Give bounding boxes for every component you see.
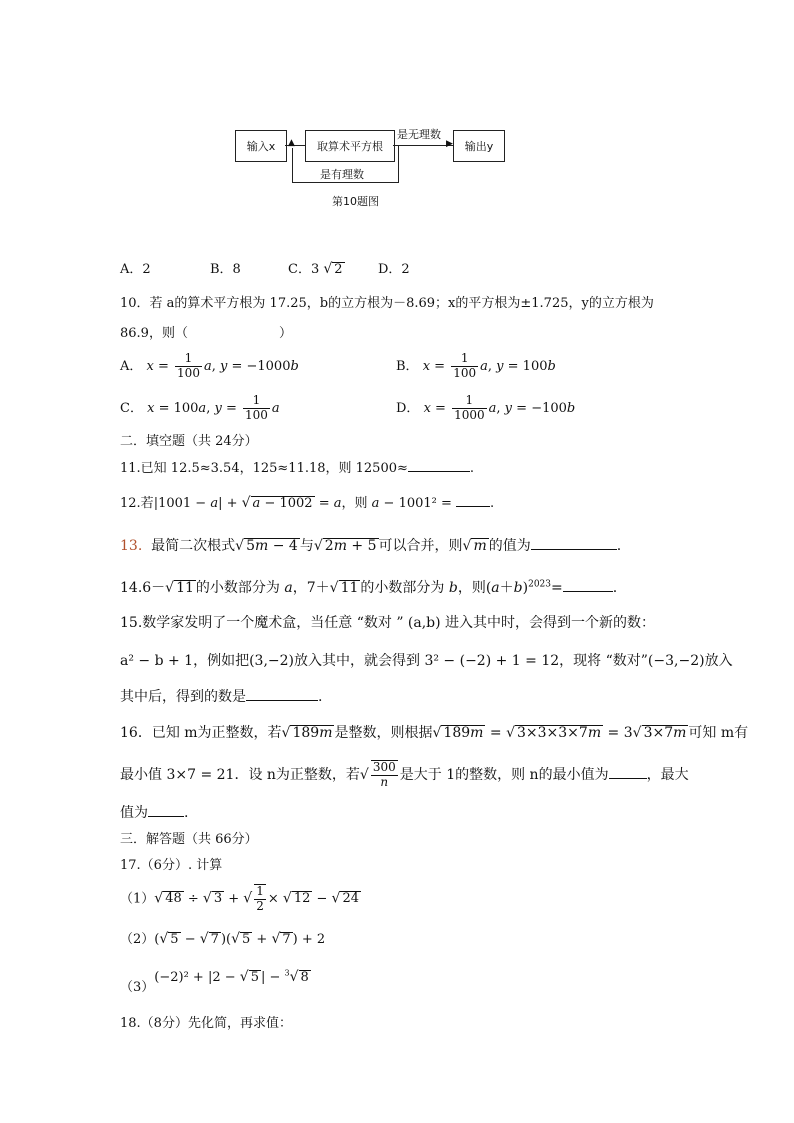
arrowhead-right-icon: ▶ [446,139,453,149]
q9-option-c: C．3 √ 2 [288,261,343,277]
flow-output-box: 输出y [453,130,505,162]
flow-loop-left [292,148,293,182]
q11: 11.已知 12.5≈3.54，125≈11.18，则 12500≈ . [120,461,475,476]
q17-part1: （1）√ 48 ÷ √ 3 + √ $\frac{1}{2}$ × √ 12 − √ 24 [120,884,359,913]
q15-line2: a² − b + 1，例如把(3,−2)放入其中，就会得到 3² − (−2) + 1 = 12，现将 “数对”(−3,−2)放入 [120,653,733,669]
q12: 12.若|1001 − a| + √ a − 1002 = a，则 a − 1001² = . [120,495,495,511]
flow-rational-label: 是有理数 [320,168,364,181]
flow-loop-right [398,145,399,182]
q14: 14.6－√ 11 的小数部分为 a，7＋√ 11 的小数部分为 b，则$(a+b)^{2023}=$ . [120,579,618,596]
q17-part3: （3）(−2)² + |2 − √ 5 | − $^3$√ 8 [120,968,309,995]
q18: 18.（8分）先化简，再求值： [120,1016,292,1031]
q9-option-d: D．2 [378,262,410,277]
q17-part2: （2）(√ 5 − √ 7 )(√ 5 + √ 7 ) + 2 [120,931,326,947]
q17-title: 17.（6分）. 计算 [120,858,223,873]
q9-options [120,258,410,277]
arrowhead-up-icon: ▲ [288,138,295,148]
section-2-title: 二．填空题（共 24分） [120,434,258,449]
q10-line1: 10．若 a的算术平方根为 17.25，b的立方根为－8.69；x的平方根为±1.725，y的立方根为 [120,296,654,311]
flow-irrational-label: 是无理数 [397,128,441,141]
q10-option-d: D． x = $\frac{1}{1000}$ a, y = −100b [396,393,576,422]
flow-process-box: 取算术平方根 [305,130,395,162]
flow-loop-bottom [292,182,399,183]
q9-option-a: A．2 [120,262,151,277]
q13: 13. 最简二次根式√ 5m − 4 与√ 2m + 5 可以合并，则√ m 的值为 . [120,538,622,554]
q15-line1: 15.数学家发明了一个魔术盒，当任意 “数对 ” (a,b) 进入其中时，会得到一个新的数： [120,615,656,631]
section-3-title: 三．解答题（共 66分） [120,832,258,847]
q9-option-b: B．8 [210,262,241,277]
q10-line2: 86.9，则（ ） [120,326,292,341]
q15-line3: 其中后，得到的数是 . [120,689,323,705]
q16-line1: 16．已知 m为正整数，若√ 189m 是整数，则根据√ 189m = √ 3×3×3×7m = 3√ 3×7m 可知 m有 [120,725,749,741]
q10-option-a: A． x = $\frac{1}{100}$ a, y = −1000b [120,351,299,380]
q10-option-b: B． x = $\frac{1}{100}$ a, y = 100b [396,351,556,380]
q16-line3: 值为 . [120,805,189,821]
flow-arrow-2 [393,145,453,146]
flow-input-box: 输入x [235,130,287,162]
q10-option-c: C． x = 100a, y = $\frac{1}{100}$ a [120,393,280,422]
q16-line2: 最小值 3×7 = 21．设 n为正整数，若√ $\frac{300}{n}$ 是大于 1的整数，则 n的最小值为 ，最大 [120,760,689,789]
flow-caption: 第10题图 [332,195,379,208]
